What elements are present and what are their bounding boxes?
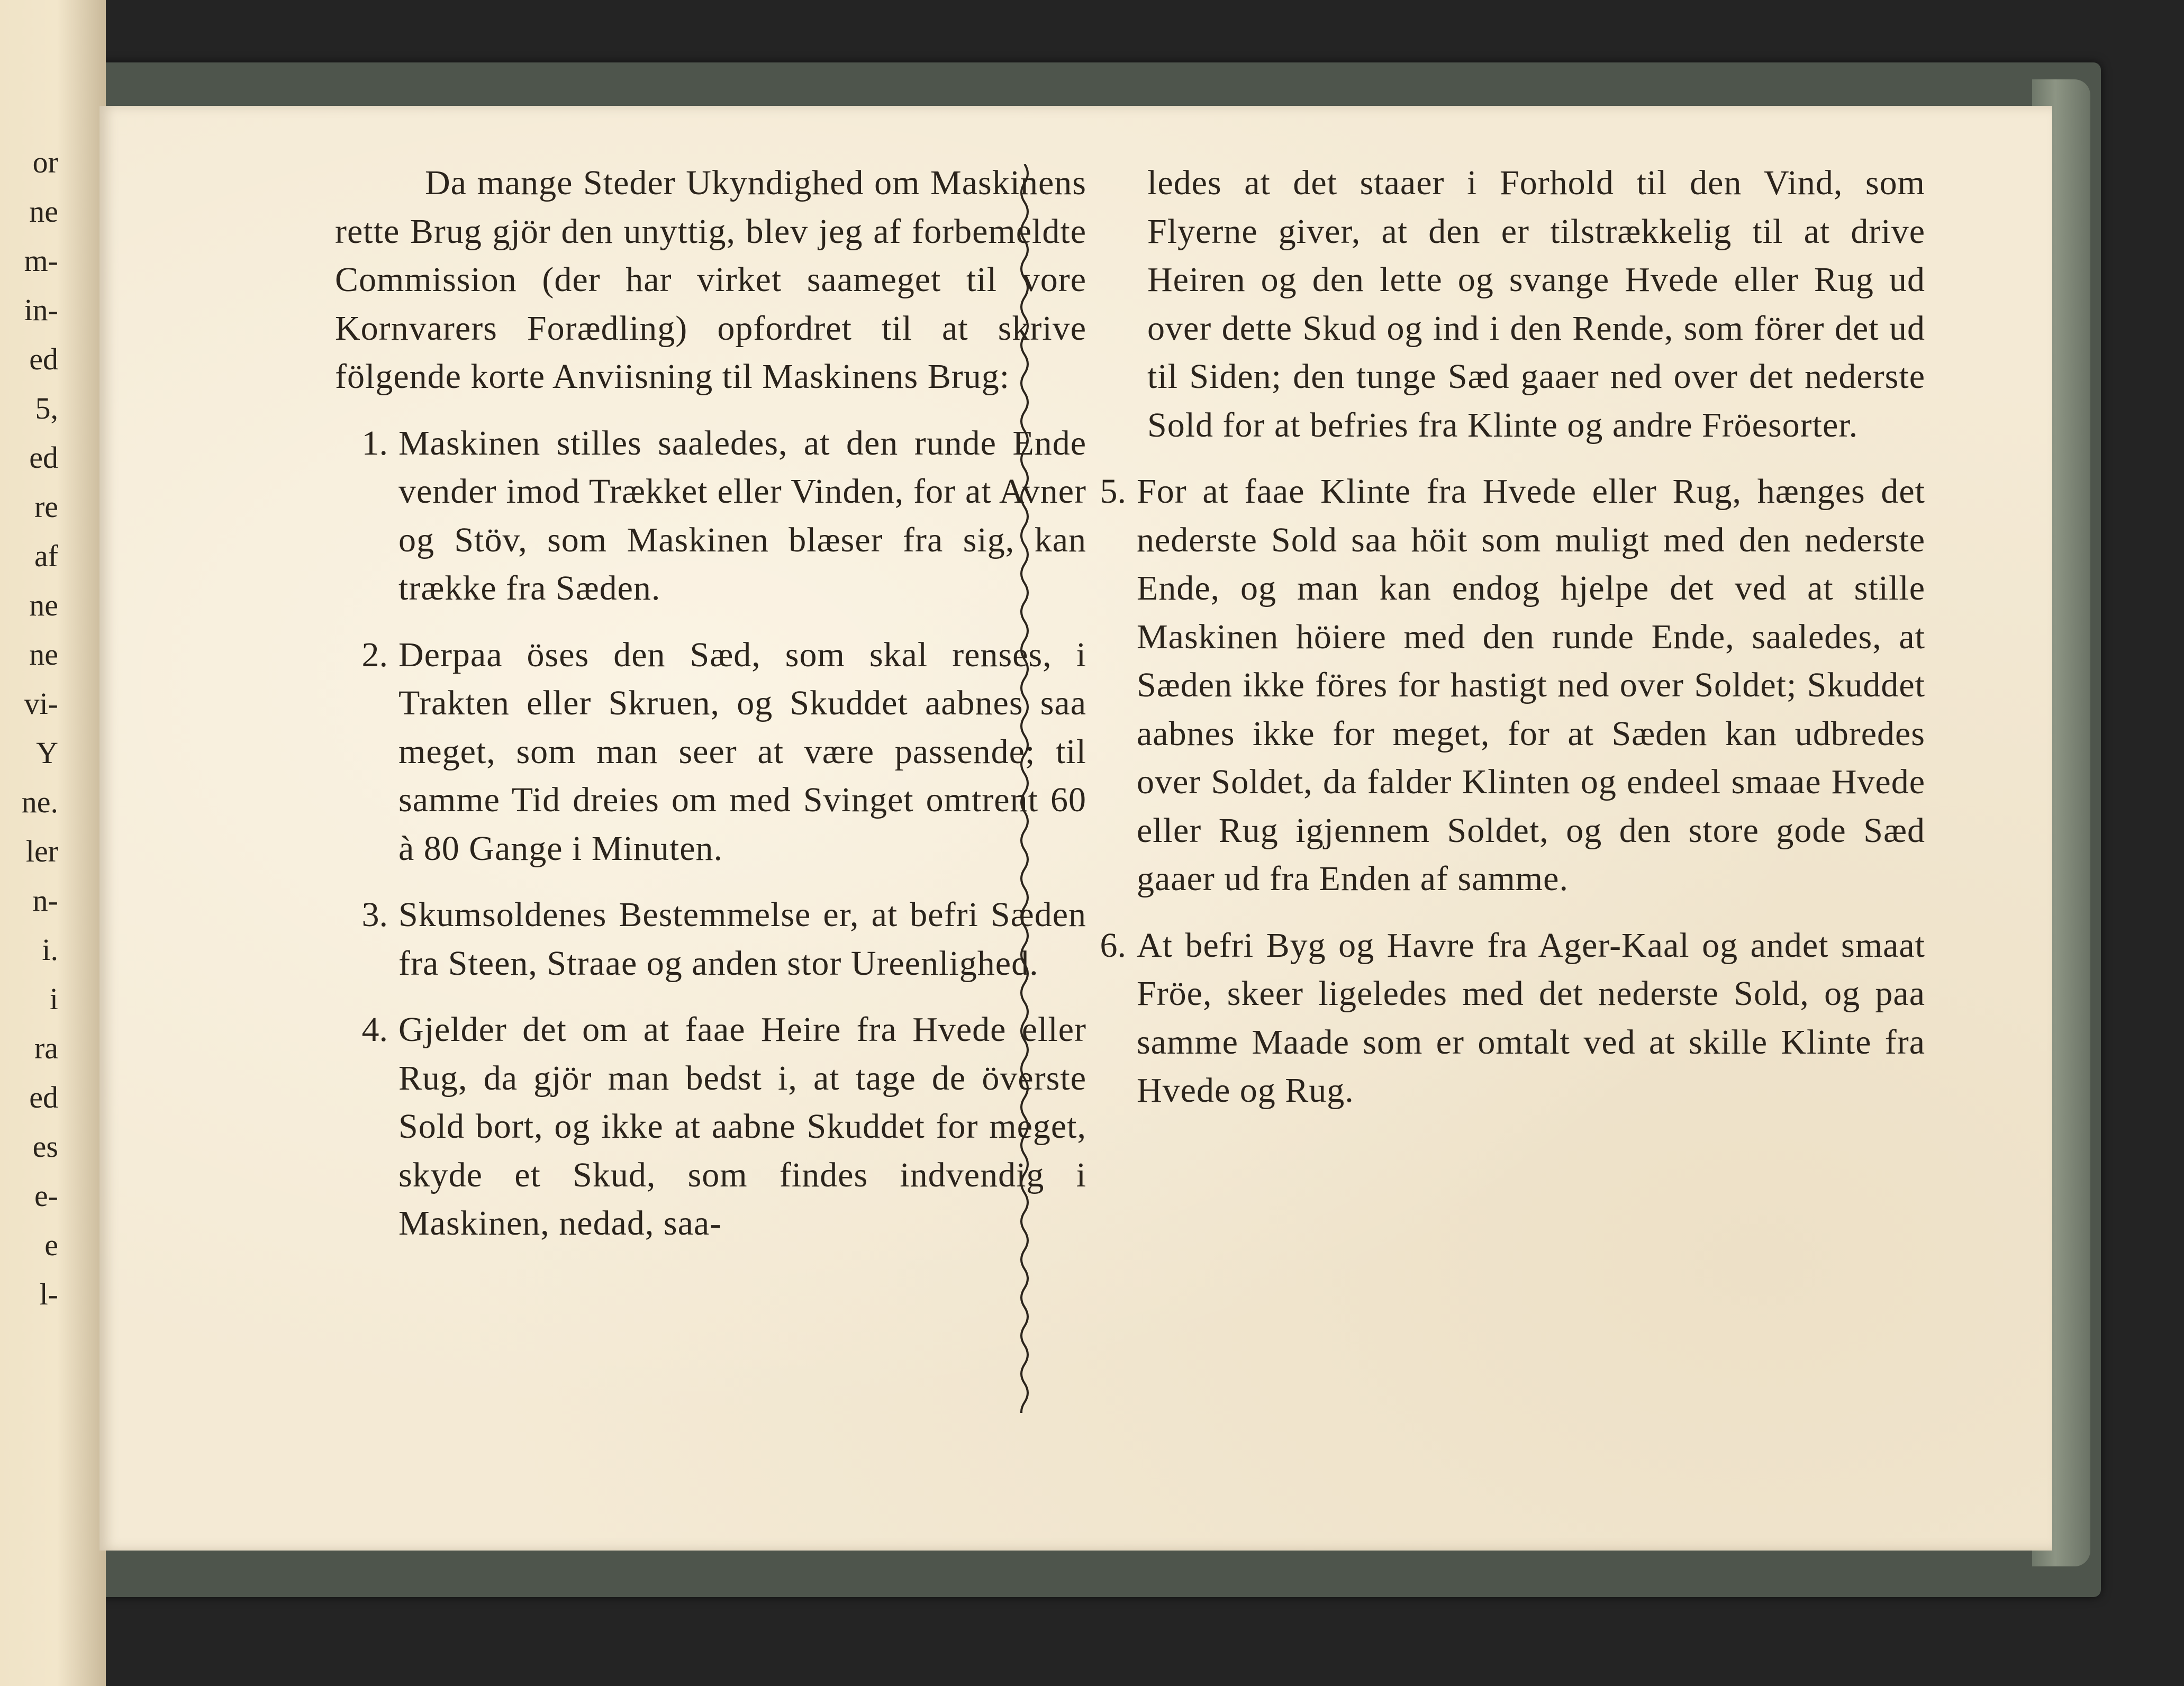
item-number: 1. (361, 423, 388, 463)
column-divider-ornament (1017, 164, 1032, 1413)
item-text: Gjelder det om at faae Heire fra Hvede eller Rug, da gjör man bedst i, at tage de överste Sold bort, og ikke at aabne Skuddet for meget, skyde et Skud, som findes indvendig i Maskinen, nedad, saa- (398, 1010, 1086, 1243)
item-text: For at faae Klinte fra Hvede eller Rug, hænges det nederste Sold saa höit som muligt med den nederste Ende, og man kan endog hjelpe det ved at stille Maskinen höiere med den runde Ende, saaledes, at Sæden ikke föres for hastigt ned over Soldet; Skuddet aabnes ikke for meget, for at Sæden kan udbredes over Soldet, da falder Klinten og endeel smaae Hvede eller Rug igjennem Soldet, og den store gode Sæd gaaer ud fra Enden af samme. (1137, 472, 1925, 898)
left-fragment: ne. (21, 785, 58, 819)
list-item (1100, 467, 1925, 903)
left-fragment: i (49, 982, 58, 1016)
list-item (335, 419, 1086, 613)
left-fragment: e (44, 1228, 58, 1262)
intro-paragraph: Da mange Steder Ukyndighed om Maskinens rette Brug gjör den unyttig, blev jeg af forbemeldte Commission (der har virket saameget til vore Kornvarers Forædling) opfordret til at skrive fölgende korte Anviisning til Maskinens Brug: (335, 164, 1086, 396)
left-fragment: n- (32, 883, 58, 918)
left-fragment: ed (29, 440, 58, 475)
left-fragment: ne (29, 194, 58, 229)
left-fragment: ed (29, 342, 58, 376)
item-text: Derpaa öses den Sæd, som skal renses, i Trakten eller Skruen, og Skuddet aabnes saa meget, som man seer at være passende; til samme Tid dreies om med Svinget omtrent 60 à 80 Gange i Minuten. (398, 635, 1086, 868)
left-fragment: af (34, 539, 58, 573)
left-fragment: Y (36, 736, 58, 770)
left-fragment: vi- (24, 686, 58, 721)
item-number: 5. (1100, 472, 1126, 511)
left-fragment: ra (34, 1031, 58, 1065)
left-column (335, 159, 1086, 1266)
list-item (335, 1005, 1086, 1248)
item-text: At befri Byg og Havre fra Ager-Kaal og andet smaat Fröe, skeer ligeledes med det nederste Sold, og paa samme Maade som er omtalt ved at skille Klinte fra Hvede og Rug. (1137, 926, 1925, 1110)
list-item (335, 631, 1086, 873)
item-number: 4. (361, 1010, 388, 1049)
left-fragment: ne (29, 588, 58, 622)
left-fragment: ne (29, 637, 58, 672)
item-number: 3. (361, 895, 388, 934)
document-page (99, 106, 2052, 1551)
left-page-edge (0, 0, 106, 1686)
left-fragment: ler (25, 834, 58, 868)
list-item (335, 891, 1086, 987)
left-fragment: i. (42, 932, 58, 967)
item-text: Skumsoldenes Bestemmelse er, at befri Sæden fra Steen, Straae og anden stor Ureenlighed. (398, 895, 1086, 983)
item-number: 2. (361, 635, 388, 674)
left-fragment: 5, (35, 391, 58, 425)
left-fragment: m- (24, 243, 58, 278)
left-fragment: ed (29, 1080, 58, 1114)
left-fragment: re (34, 490, 58, 524)
left-fragment: in- (24, 293, 58, 327)
item-number: 6. (1100, 926, 1126, 965)
list-item (1100, 921, 1925, 1115)
continuation-paragraph: ledes at det staaer i Forhold til den Vind, som Flyerne giver, at den er tilstrækkelig til at drive Heiren og den lette og svange Hvede eller Rug ud over dette Skud og ind i den Rende, som förer det ud til Siden; den tunge Sæd gaaer ned over det nederste Sold for at befries fra Klinte og andre Fröesorter. (1147, 164, 1925, 445)
right-column (1100, 159, 1925, 1133)
left-fragment: l- (39, 1277, 58, 1311)
left-fragment: or (32, 145, 58, 179)
left-fragment: e- (34, 1179, 58, 1213)
item-text: Maskinen stilles saaledes, at den runde Ende vender imod Trækket eller Vinden, for at Avner og Stöv, som Maskinen blæser fra sig, kan trække fra Sæden. (398, 423, 1086, 608)
left-page-text-fragments (0, 138, 64, 1319)
left-fragment: es (32, 1129, 58, 1164)
